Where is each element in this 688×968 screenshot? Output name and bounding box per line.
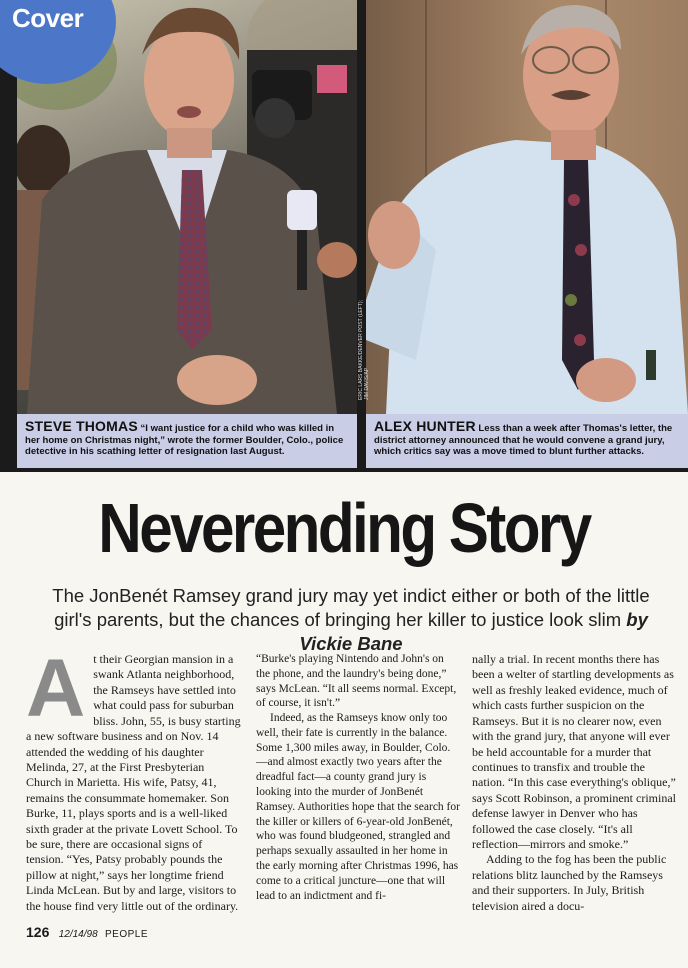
photo-band xyxy=(0,0,688,472)
issue-date: 12/14/98 xyxy=(58,929,98,940)
caption-name: STEVE THOMAS xyxy=(25,418,138,434)
section-label: Cover xyxy=(12,3,84,33)
article-paragraph: Indeed, as the Ramseys know only too well, their fate is currently in the balance. Some 1,300 miles away, in Boulder, Colo.—and almost exactly two years after the dreadful fact—a county grand jury is looking into the murder of JonBenét Ramsey. Authorities hope that the search for the killer or killers of 6-year-old JonBenét, who was found bludgeoned, strangled and perhaps sexually assaulted in her home in the early morning after Christmas 1996, has come to a critical juncture—one that will lead to an indictment and fi- xyxy=(256,712,460,902)
caption-text: “I want justice for a child who was killed in her home on Christmas night,” wrote the former Boulder, Colo., police detective in his scathing letter of resignation last August. xyxy=(25,423,344,458)
magazine-name: PEOPLE xyxy=(104,929,149,940)
article-column-1 xyxy=(26,643,242,914)
headline: Neverending Story xyxy=(98,489,590,567)
page-number: 126 xyxy=(26,924,50,940)
deck-text: The JonBenét Ramsey grand jury may yet indict either or both of the little girl's parents, but the chances of bringing her killer to justice look slim xyxy=(52,585,650,630)
drop-cap: A xyxy=(26,643,86,734)
photo-credit: ERIC LARS BAKKE/DENVER POST (LEFT); JIM DAVIS/AP xyxy=(358,300,370,400)
alex-hunter-illustration xyxy=(366,0,688,414)
alex-hunter-photo xyxy=(366,0,688,414)
article-paragraph: Adding to the fog has been the public relations blitz launched by the Ramseys and their supporters. In July, British television aired a docu- xyxy=(472,852,667,913)
caption-text: Less than a week after Thomas's letter, the district attorney announced that he would convene a grand jury, which critics say was a move timed to blunt further attacks. xyxy=(374,423,673,458)
page-footer xyxy=(26,924,148,940)
article-paragraph: nally a trial. In recent months there has been a welter of startling developments as well as freshly leaked evidence, much of which casts further suspicion on the Ramseys. But it is no clearer now, even with the grand jury, that anyone will ever be held accountable for a murder that continues to transfix and trouble the nation. “In this case everything's oblique,” says Scott Robinson, a prominent criminal defense lawyer in Denver who has followed the case closely. “It's all reflection—mirrors and smoke.” xyxy=(472,652,676,852)
deck xyxy=(36,584,666,656)
article-paragraph: “Burke's playing Nintendo and John's on the phone, and the laundry's being done,” says McLean. “It all seems normal. Except, of course, it isn't.” xyxy=(256,653,457,710)
alex-hunter-caption xyxy=(366,414,688,468)
steve-thomas-caption xyxy=(17,414,357,468)
article-paragraph: t their Georgian mansion in a swank Atlanta neighborhood, the Ramseys have settled into what could pass for suburban bliss. John, 55, is busy starting a new software business and on Nov. 14 attended the wedding of his daughter Melinda, 27, at the First Presbyterian Church in Marietta. His wife, Patsy, 41, remains the consummate homemaker. Son Burke, 11, plays sports and is a well-liked sixth grader at the private Lovett School. To be sure, there are occasional signs of tension. “Yes, Patsy probably pounds the pillow at night,” says her longtime friend Linda McLean. But by and large, visitors to the house find very little out of the ordinary. xyxy=(26,652,241,913)
caption-name: ALEX HUNTER xyxy=(374,418,476,434)
article-column-2 xyxy=(256,652,460,903)
article-column-3 xyxy=(472,652,676,914)
byline: by Vickie Bane xyxy=(299,609,648,654)
